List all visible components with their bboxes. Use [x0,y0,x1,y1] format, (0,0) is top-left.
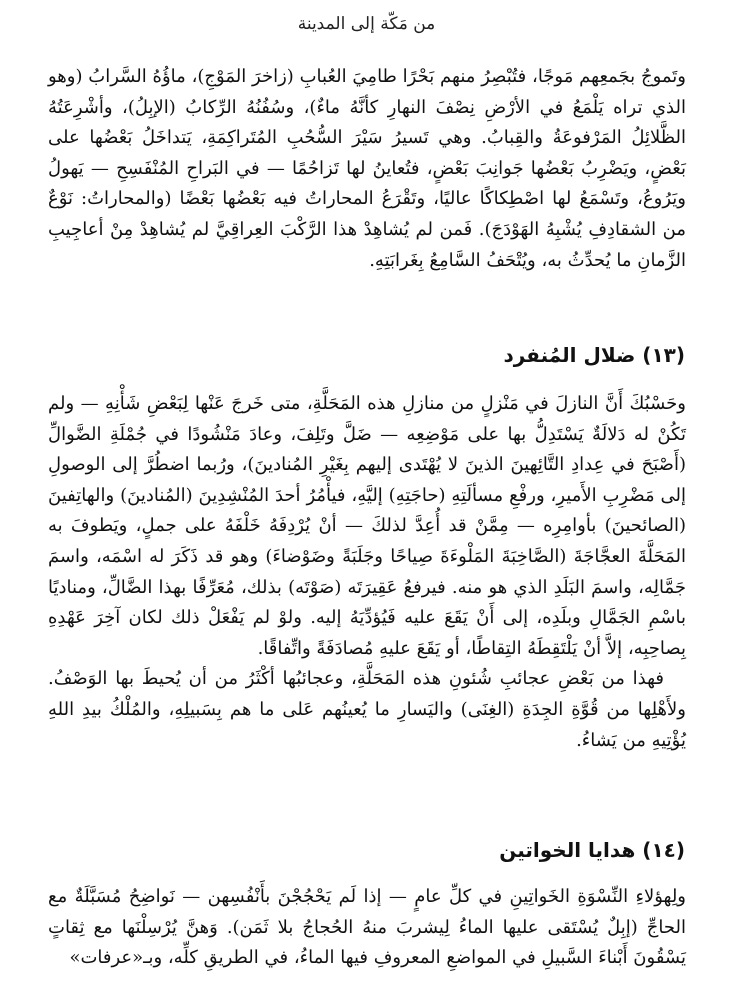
paragraph: فهذا من بَعْضِ عجائبِ شُئونِ هذه المَحَلَّةِ، وعجائبُها أكْثَرُ من أن يُحيطَ بها الوَصْفُ. ولأَهْلِها من قُوَّةِ الجِدَةِ (الغِنَى) واليَسارِ ما يُعينُهم عَلى ما هم بِسَبيلِهِ، والمُلْكُ بيدِ اللهِ يُؤْتِيهِ من يَشاءُ. [48,668,686,751]
section-13-body [48,389,686,756]
paragraph: وتَموجُ بجَمعِهم مَوجًا، فتُبْصِرُ منهم بَحْرًا طامِيَ العُبابِ (زاخرَ المَوْجِ)، ماؤُهُ السَّرابُ (وهو الذي تراه يَلْمَعُ في الأرْضِ نِصْفَ النهارِ كأنَّهُ ماءٌ)، وسُفُنُهُ الرِّكابُ (الإبِلُ)، وأشْرِعَتُهُ الظَّلائِلُ المَرْفوعَةُ والقِبابُ. وهي تَسيرُ سَيْرَ السُّحُبِ المُتَراكِمَةِ، يَتداخَلُ بَعْضُها على بَعْضٍ، ويَضْرِبُ بَعْضُها جَوانِبَ بَعْضٍ، فتُعاينُ لها تَزاحُمًا — في البَراحِ المُنْفَسِحِ — يَهولُ ويَرُوعُ، وتَسْمَعُ لها اصْطِكاكًا عاليًا، وتَقْرَعُ المحاراتُ فيه بَعْضُها بَعْضًا (والمحاراتُ: نَوْعٌ من الشقادِفِ يُشْبِهُ الهَوْدَجَ). فَمن لم يُشاهِدْ هذا الرَّكْبَ العِراقِيَّ لم يُشاهِدْ مِنْ أعاجِيبِ الزَّمانِ ما يُحدِّثُ به، ويُتْحَفُ السَّامِعُ بِغَرابَتِهِ. [48,66,686,271]
running-head: من مَكّة إلى المدينة [297,14,436,34]
section-12-tail [48,62,686,276]
section-14-body [48,882,686,974]
section-13-title: (١٣) ضلال المُنفرد [503,343,685,367]
paragraph: ولِهؤلاءِ النِّسْوَةِ الخَواتِينِ في كلِّ عامٍ — إذا لَم يَحْجُجْنَ بأَنْفُسِهن — نَواضِحُ مُسَبَّلَةٌ مع الحاجِّ (إبِلٌ يُسْتَقى عليها الماءُ لِيشربَ منهُ الحُجاجُ بلا ثَمَن). وَهنَّ يُرْسِلْنَها مع ثِقاتٍ يَسْقُونَ أَبْناءَ السَّبيلِ في المواضعِ المعروفِ فيها الماءُ، في الطريقِ كلِّه، وبـ«عرفات» [48,886,686,969]
section-14-title: (١٤) هدايا الخواتين [499,838,685,862]
paragraph: وحَسْبُكَ أَنَّ النازلَ في مَنْزلٍ من منازلِ هذه المَحَلَّةِ، متى خَرجَ عَنْها لِبَعْضِ شَأْنِهِ — ولم تَكُنْ له دَلالَةٌ يَسْتَدِلُّ بها على مَوْضِعِه — ضَلَّ وتَلِفَ، وعادَ مَنْشُودًا في جُمْلَةِ الضَّوالِّ (أَصْبَحَ في عِدادِ التَّائِهينَ الذينَ لا يُهْتَدى إليهم بِغَيْرِ المُنادينَ)، ورُبما اضطُرَّ إلى الوصولِ إلى مَضْرِبِ الأَميرِ، ورفْعِ مسألَتِهِ (حاجَتِهِ) إليَّهِ، فيأْمُرُ أحدَ المُنْشِدِينَ (المُنادينَ) والهاتِفينَ (الصائحينَ) بأوامِرِه — مِمَّنْ قد أُعِدَّ لذلكَ — أنْ يُرْدِفَهُ خَلْفَهُ على جملٍ، ويَطوفَ به المَحَلَّةَ العجَّاجَةَ (الصَّاخِبَةَ المَلْوءَةَ صِياحًا وجَلَبَةً وضَوْضاءَ) وهو قد ذَكَرَ له اسْمَه، واسمَ جَمَّالِه، واسمَ البَلَدِ الذي هو منه. فيرفعُ عَقِيرَتَه (صَوْتَه) بذلك، مُعَرِّفًا بهذا الضَّالِّ، ومناديًا باسْمِ الجَمَّالِ وبلَدِه، إلى أَنْ يَقَعَ عليه فَيُؤدِّيَهُ إليه. ولوْ لم يَفْعَلْ ذلك لكان آخِرَ عَهْدِهِ بِصاحِبِه، إلاَّ أنْ يَلْتَقِطَهُ التِقاطًا، أو يَقَعَ عليهِ مُصادَفَةً واتِّفاقًا. [48,393,686,659]
